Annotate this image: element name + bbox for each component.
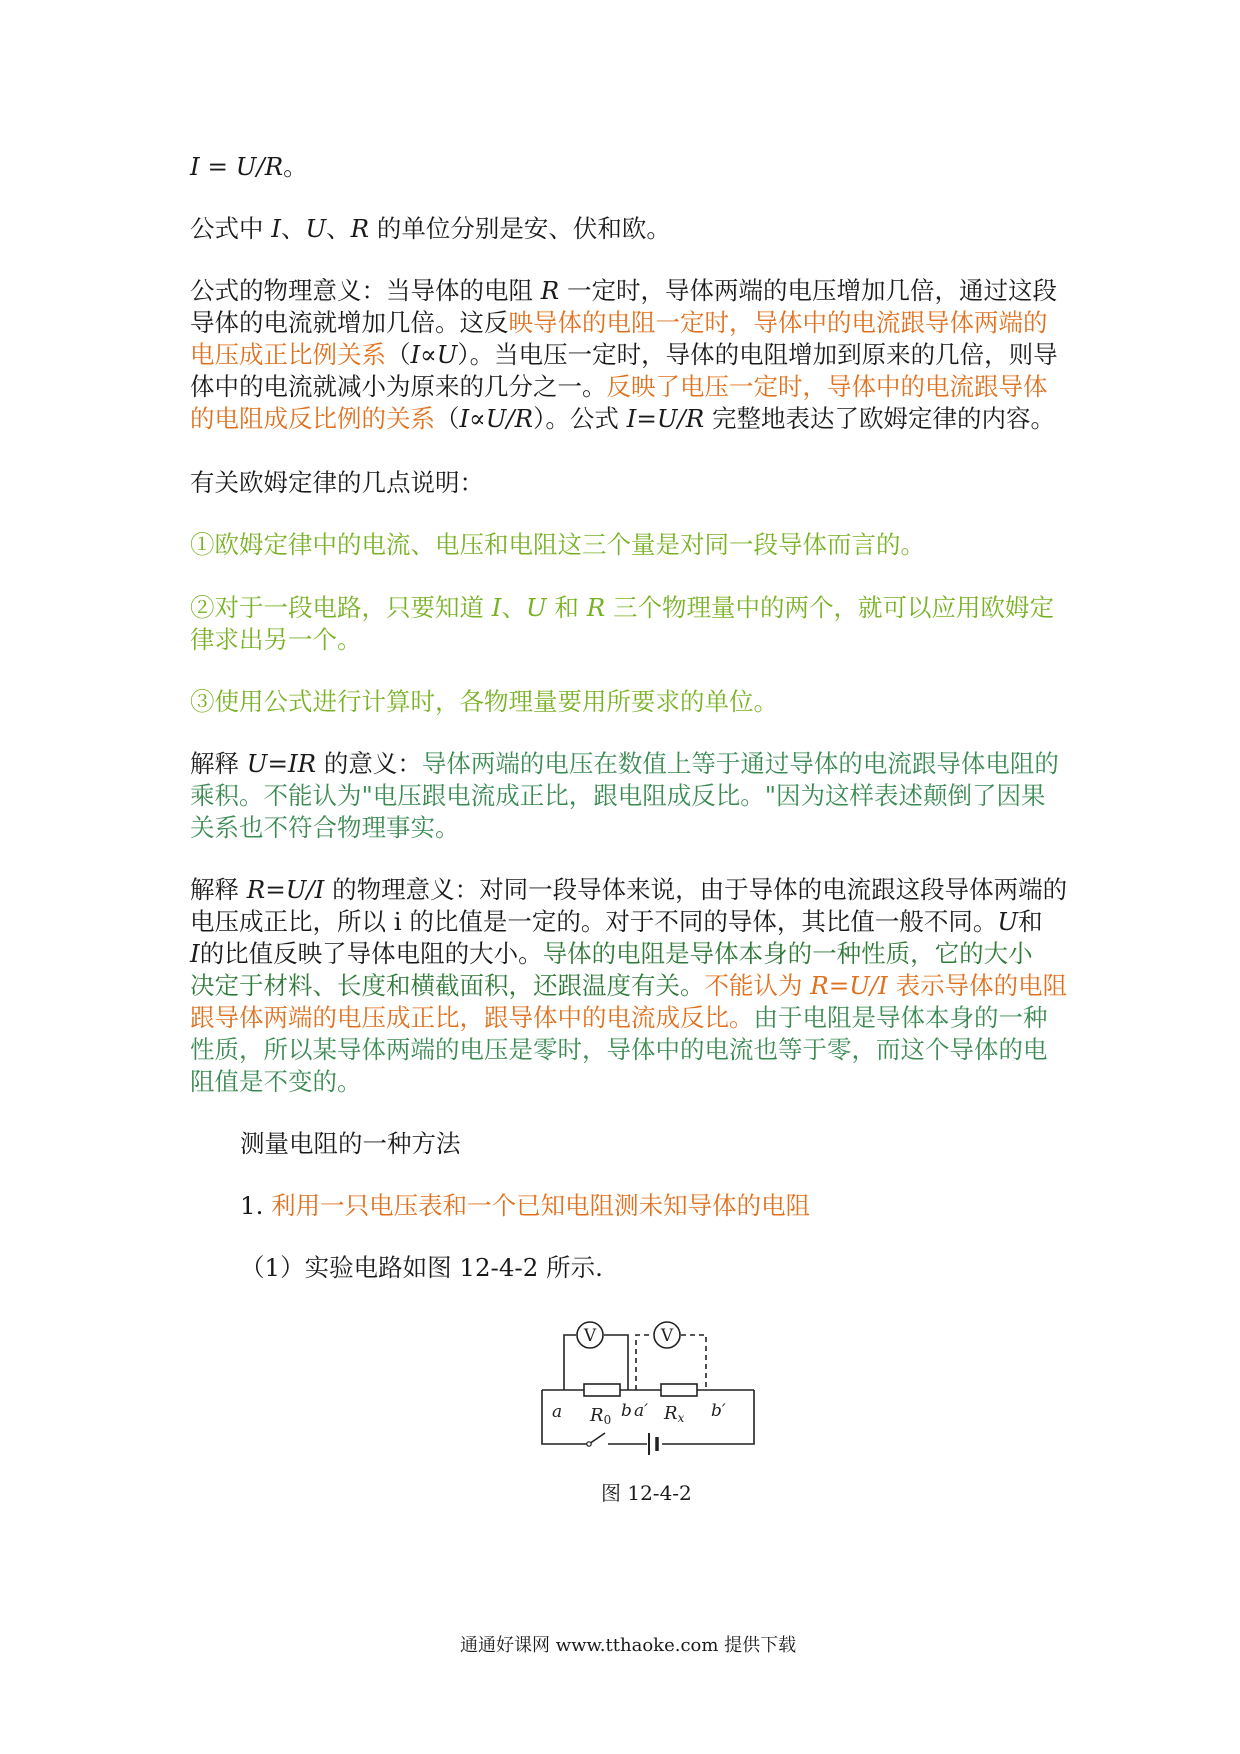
wire-bottom-left bbox=[542, 1390, 589, 1444]
meaning-line-5 bbox=[190, 402, 1055, 435]
uir-formula: U=IR bbox=[246, 749, 317, 778]
note2-a: ②对于一段电路，只要知道 bbox=[190, 593, 492, 622]
units-line bbox=[190, 212, 671, 245]
label-rx-letter: R bbox=[664, 1403, 678, 1424]
uir-c: 导体两端的电压在数值上等于通过导体的电流跟导体电阻的 bbox=[421, 749, 1059, 778]
uir-line-1 bbox=[190, 747, 1059, 780]
meaning-l5i: I∝U/R bbox=[459, 404, 534, 433]
meaning-line-1 bbox=[190, 274, 1057, 307]
meaning-l4b: 反映了电压一定时，导体中的电流跟导体 bbox=[606, 372, 1048, 401]
rui-line-5 bbox=[190, 1001, 1048, 1034]
units-text-b: 的单位分别是安、伏和欧。 bbox=[369, 214, 671, 243]
rui-l4b: 不能认为 bbox=[704, 971, 811, 1000]
v2-lead-right bbox=[681, 1335, 706, 1390]
resistor-r0 bbox=[584, 1384, 620, 1396]
rui-l2: 电压成正比，所以 i 的比值是一定的。对于不同的导体，其比值一般不同。 bbox=[190, 907, 998, 936]
units-i: I bbox=[271, 214, 281, 243]
rui-l3a: 的比值反映了导体电阻的大小。 bbox=[199, 939, 543, 968]
method1-num: 1. bbox=[240, 1191, 272, 1220]
switch-blade bbox=[589, 1433, 605, 1444]
note-1: ①欧姆定律中的电流、电压和电阻这三个量是对同一段导体而言的。 bbox=[190, 530, 925, 559]
meaning-l4a: 体中的电流就减小为原来的几分之一。 bbox=[190, 372, 607, 401]
uir-b: 的意义： bbox=[316, 749, 422, 778]
rui-l4c: 表示导体的电阻 bbox=[887, 971, 1068, 1000]
rui-l4-formula: R=U/I bbox=[810, 971, 888, 1000]
figure-caption: 图 12-4-2 bbox=[601, 1481, 692, 1505]
label-b: b bbox=[621, 1401, 632, 1421]
units-sep2: 、 bbox=[326, 214, 351, 243]
meaning-l5f: I=U/R bbox=[626, 404, 705, 433]
meaning-l5a: 的电阻成反比例的关系 bbox=[190, 404, 435, 433]
meaning-l5c: ）。公式 bbox=[533, 404, 627, 433]
meaning-l3c: ）。当电压一定时，导体的电阻增加到原来的几倍，则导 bbox=[457, 340, 1058, 369]
method-title: 测量电阻的一种方法 bbox=[240, 1129, 461, 1158]
rui-line-7: 阻值是不变的。 bbox=[190, 1067, 362, 1096]
rui-l3b: 导体的电阻是导体本身的一种性质，它的大小 bbox=[542, 939, 1033, 968]
rui-l3i: I bbox=[190, 939, 200, 968]
label-a: a bbox=[552, 1402, 563, 1422]
note2-c: 三个物理量中的两个，就可以应用欧姆定 bbox=[605, 593, 1054, 622]
meaning-l5b: （ bbox=[435, 404, 460, 433]
note-2-line-2: 律求出另一个。 bbox=[190, 625, 362, 654]
label-r0 bbox=[589, 1405, 611, 1427]
uir-line-2: 乘积。不能认为"电压跟电流成正比，跟电阻成反比。"因为这样表述颠倒了因果 bbox=[190, 781, 1046, 810]
rui-l1a: 解释 bbox=[190, 875, 247, 904]
rui-l1-formula: R=U/I bbox=[246, 875, 325, 904]
meaning-l2b: 映导体的电阻一定时，导体中的电流跟导体两端的 bbox=[508, 308, 1048, 337]
meaning-line-2 bbox=[190, 306, 1048, 339]
notes-title: 有关欧姆定律的几点说明： bbox=[190, 468, 484, 497]
method-1 bbox=[240, 1189, 810, 1222]
rui-line-2 bbox=[190, 905, 1043, 938]
rui-line-6: 性质，所以某导体两端的电压是零时，导体中的电流也等于零，而这个导体的电 bbox=[190, 1035, 1048, 1064]
rui-l2u: U bbox=[997, 907, 1019, 936]
formula-line bbox=[190, 150, 308, 183]
rui-l1b: 的物理意义：对同一段导体来说，由于导体的电流跟这段导体两端的 bbox=[324, 875, 1068, 904]
meaning-l1a: 公式的物理意义：当导体的电阻 bbox=[190, 276, 541, 305]
units-r: R bbox=[350, 214, 370, 243]
v2-lead-left bbox=[636, 1335, 653, 1390]
meaning-line-4 bbox=[190, 370, 1048, 403]
units-sep1: 、 bbox=[280, 214, 306, 243]
formula-ur: U/R bbox=[235, 152, 284, 181]
meaning-line-3 bbox=[190, 338, 1058, 371]
label-b-prime: b′ bbox=[711, 1401, 726, 1421]
note2-r: R bbox=[586, 593, 606, 622]
circuit-diagram bbox=[536, 1318, 760, 1464]
meaning-l2a: 导体的电流就增加几倍。这反 bbox=[190, 308, 509, 337]
rui-line-3 bbox=[190, 937, 1033, 970]
note-3: ③使用公式进行计算时，各物理量要用所要求的单位。 bbox=[190, 687, 778, 716]
rui-l5a: 跟导体两端的电压成正比，跟导体中的电流成反比。 bbox=[190, 1003, 754, 1032]
units-u: U bbox=[305, 214, 327, 243]
meaning-l3i: I∝U bbox=[410, 340, 458, 369]
label-r0-sub: 0 bbox=[603, 1413, 612, 1427]
meaning-l1r: R bbox=[540, 276, 560, 305]
v1-lead-left bbox=[564, 1335, 576, 1390]
meaning-l3a: 电压成正比例关系 bbox=[190, 340, 386, 369]
footer-text: 通通好课网 www.tthaoke.com 提供下载 bbox=[460, 1635, 797, 1656]
rui-l4a: 决定于材料、长度和横截面积，还跟温度有关。 bbox=[190, 971, 705, 1000]
v1-lead-right bbox=[604, 1335, 628, 1390]
formula-eq: = bbox=[199, 152, 236, 181]
formula-i: I bbox=[190, 152, 200, 181]
meaning-l5d: 完整地表达了欧姆定律的内容。 bbox=[704, 404, 1056, 433]
uir-line-3: 关系也不符合物理事实。 bbox=[190, 813, 460, 842]
switch-pivot bbox=[587, 1442, 591, 1446]
meaning-l1b: 一定时，导体两端的电压增加几倍，通过这段 bbox=[559, 276, 1058, 305]
voltmeter-1-label: V bbox=[583, 1326, 597, 1346]
label-rx-sub: x bbox=[677, 1411, 685, 1425]
note2-sep: 、 bbox=[501, 593, 526, 622]
rui-l2c: 和 bbox=[1018, 907, 1043, 936]
label-r0-letter: R bbox=[590, 1405, 604, 1426]
method1-text: 利用一只电压表和一个已知电阻测未知导体的电阻 bbox=[271, 1191, 811, 1220]
rui-line-4 bbox=[190, 969, 1067, 1002]
resistor-rx bbox=[661, 1384, 697, 1396]
step-1: （1）实验电路如图 12-4-2 所示. bbox=[240, 1253, 603, 1282]
note2-b: 和 bbox=[546, 593, 587, 622]
rui-l5b: 由于电阻是导体本身的一种 bbox=[753, 1003, 1048, 1032]
note2-i: I bbox=[491, 593, 502, 622]
meaning-l3b: （ bbox=[386, 340, 411, 369]
units-text-a: 公式中 bbox=[190, 214, 272, 243]
uir-a: 解释 bbox=[190, 749, 247, 778]
note-2-line-1 bbox=[190, 591, 1054, 624]
rui-line-1 bbox=[190, 873, 1067, 906]
note2-u: U bbox=[525, 593, 547, 622]
voltmeter-2-label: V bbox=[660, 1326, 674, 1346]
label-a-prime: a′ bbox=[634, 1401, 648, 1421]
formula-end: 。 bbox=[283, 152, 308, 181]
label-rx bbox=[663, 1403, 685, 1425]
